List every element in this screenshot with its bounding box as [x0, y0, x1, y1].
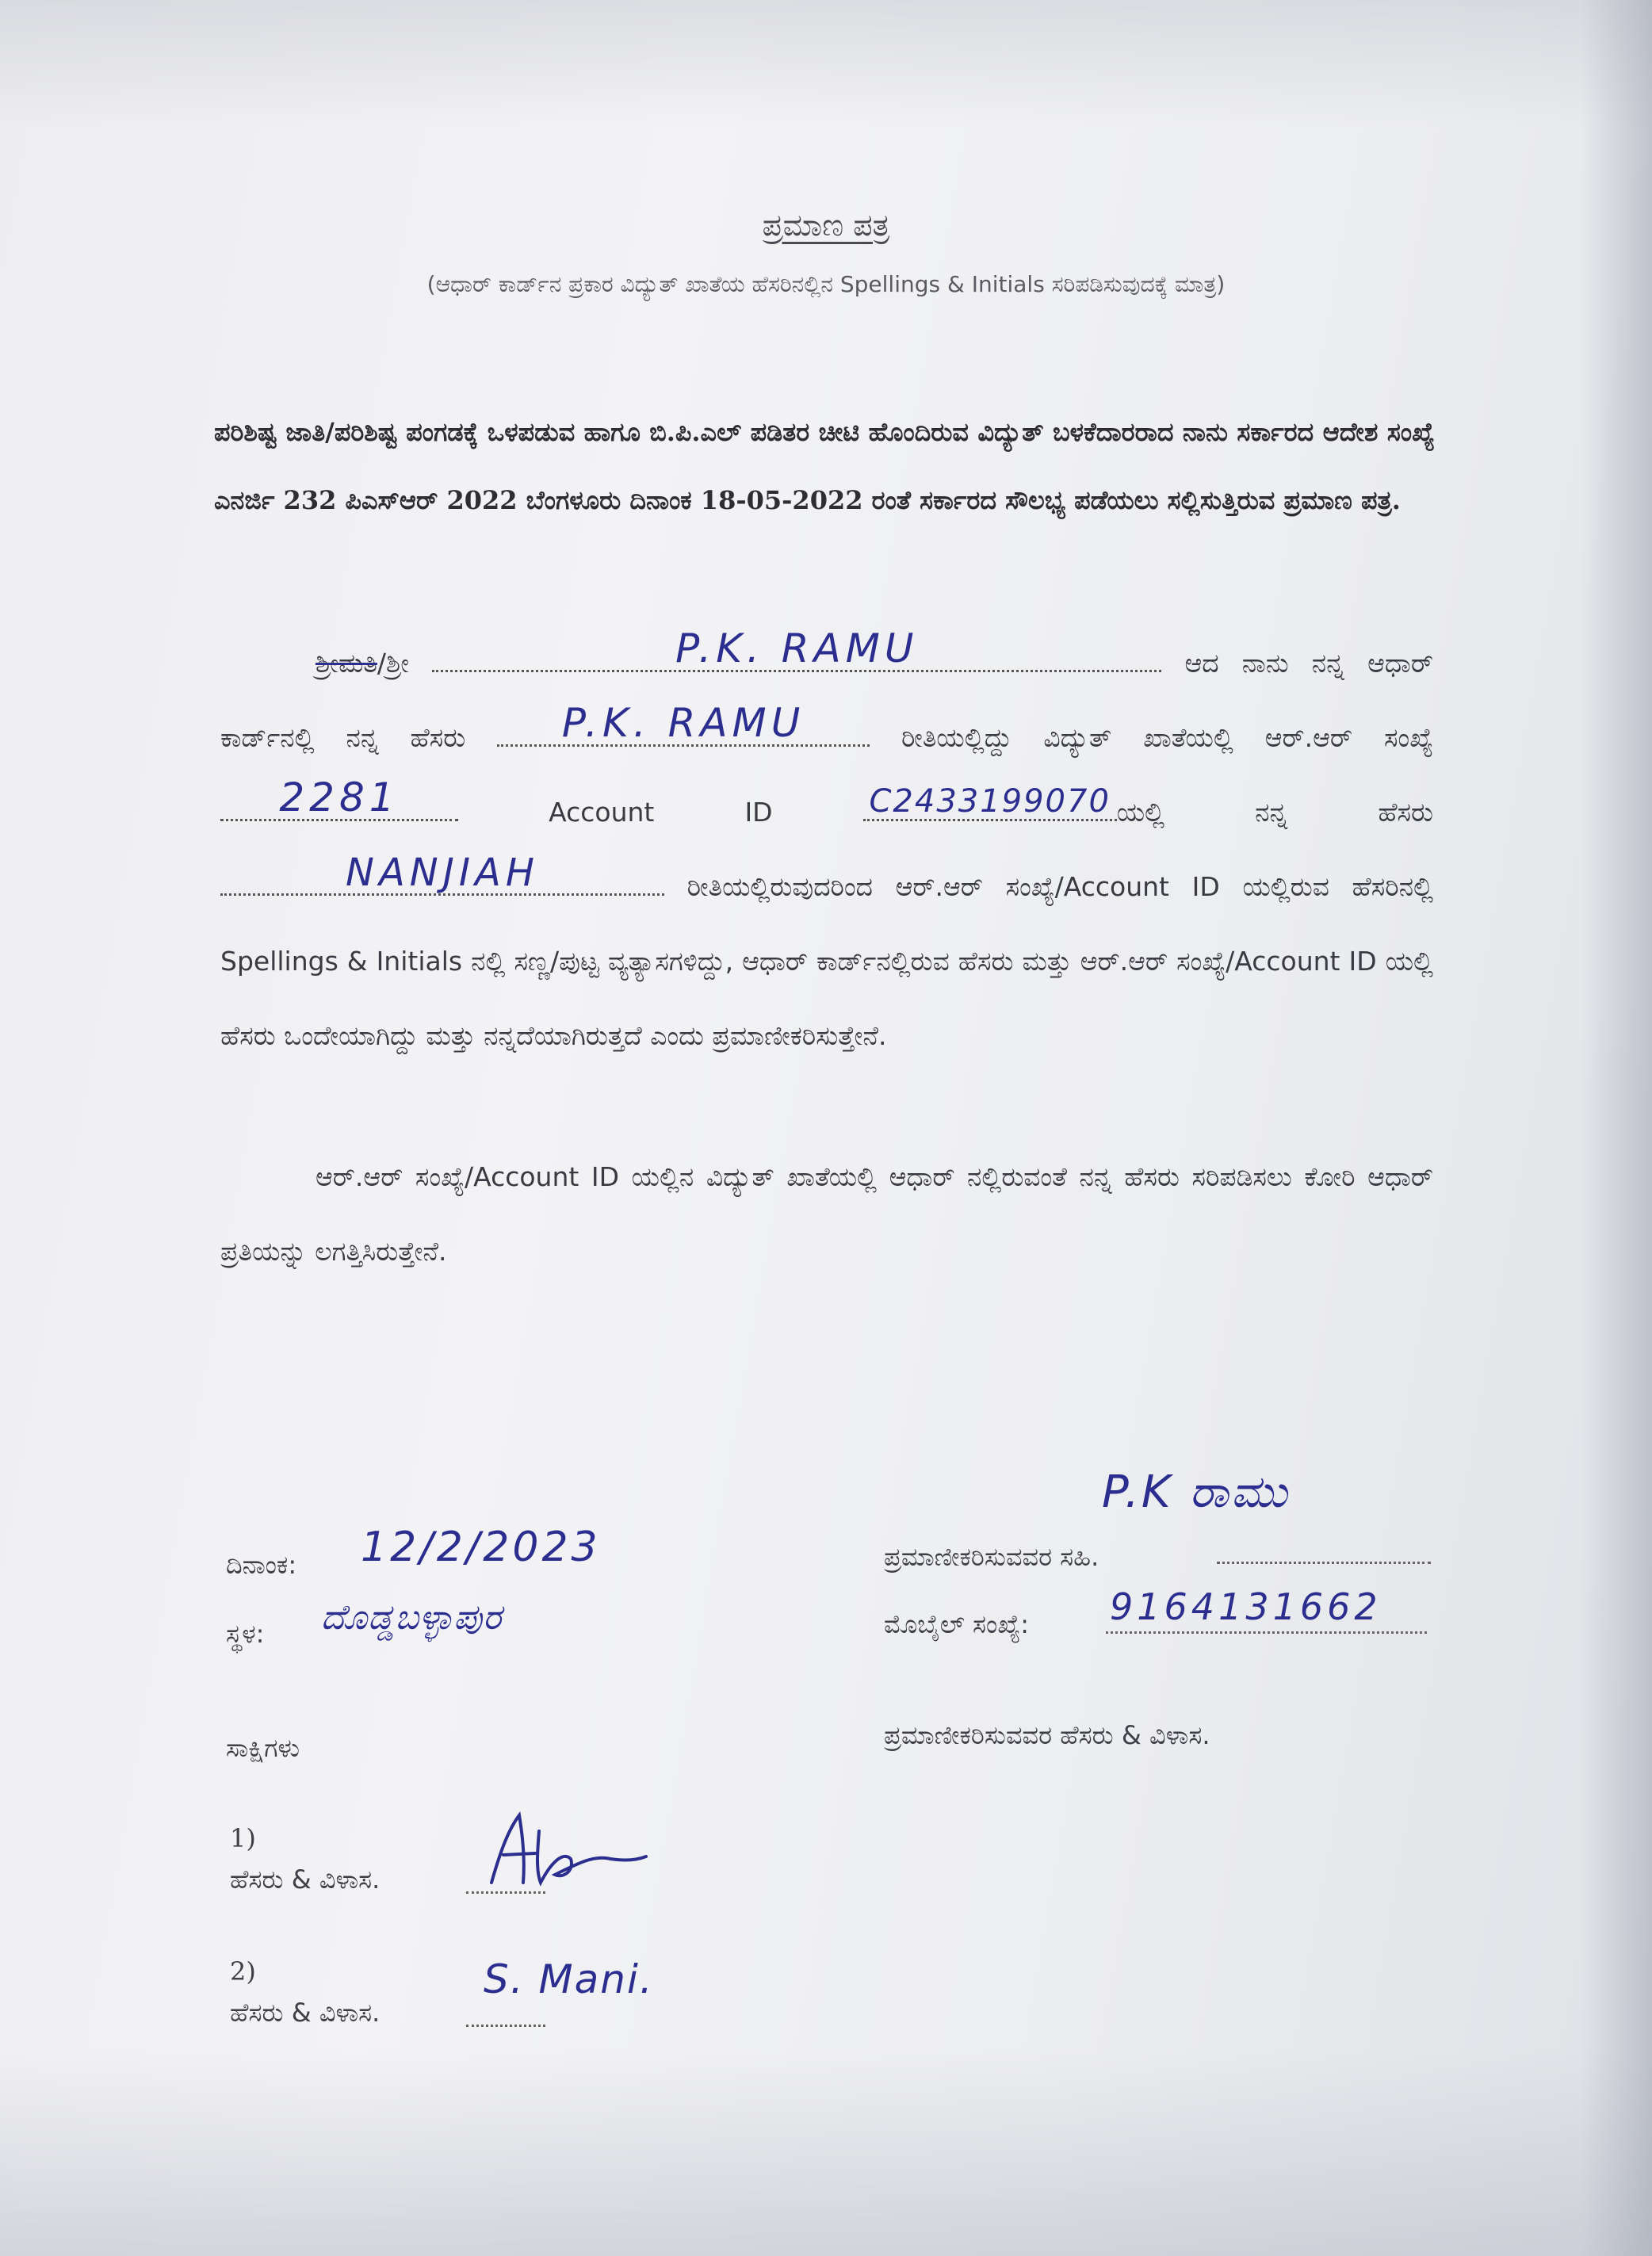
witness-1-signature — [476, 1807, 650, 1895]
date-handwritten: 12/2/2023 — [361, 1524, 601, 1571]
aadhaar-name-handwritten: P.K. RAMU — [561, 700, 805, 746]
document-title: ಪ್ರಮಾಣ ಪತ್ರ — [762, 208, 890, 243]
account-id-label: Account ID — [549, 797, 773, 828]
name-blank[interactable] — [432, 625, 1161, 672]
paper-shadow-right — [1581, 0, 1652, 2256]
witness-2-blank[interactable] — [466, 2023, 545, 2027]
mobile-blank[interactable] — [1106, 1630, 1427, 1634]
intro-paragraph: ಪರಿಶಿಷ್ಟ ಜಾತಿ/ಪರಿಶಿಷ್ಟ ಪಂಗಡಕ್ಕೆ ಒಳಪಡುವ ಹಾಗೂ ಬಿ.ಪಿ.ಎಲ್ ಪಡಿತರ ಚೀಟಿ ಹೊಂದಿರುವ ವಿದ್ಯುತ್ ಬಳಕೆದಾರರಾದ ನಾನು ಸರ್ಕಾರದ ಆದೇಶ ಸಂಖ್ಯೆ ಎನರ್ಜಿ 232 ಪಿಎಸ್‌ಆರ್ 2022 ಬೆಂಗಳೂರು ದಿನಾಂಕ 18-05-2022 ರಂತೆ ಸರ್ಕಾರದ ಸೌಲಭ್ಯ ಪಡೆಯಲು ಸಲ್ಲಿಸುತ್ತಿರುವ ಪ್ರಮಾಣ ಪತ್ರ. — [214, 417, 1435, 515]
request-paragraph: ಆರ್.ಆರ್ ಸಂಖ್ಯೆ/Account ID ಯಲ್ಲಿನ ವಿದ್ಯುತ್ ಖಾತೆಯಲ್ಲಿ ಆಧಾರ್ ನಲ್ಲಿರುವಂತೆ ನನ್ನ ಹೆಸರು ಸರಿಪಡಿಸಲು ಕೋರಿ ಆಧಾರ್ ಪ್ರತಿಯನ್ನು ಲಗತ್ತಿಸಿರುತ್ತೇನೆ. — [220, 1161, 1433, 1267]
paper-shadow-top — [0, 0, 1652, 127]
account-name-blank[interactable] — [220, 851, 664, 896]
para1-text-5: ರೀತಿಯಲ್ಲಿರುವುದರಿಂದ ಆರ್.ಆರ್ ಸಂಖ್ಯೆ/Account ID ಯಲ್ಲಿರುವ ಹೆಸರಿನಲ್ಲಿ Spellings & Initials ನಲ್ಲಿ ಸಣ್ಣ/ಪುಟ್ಟ ವ್ಯತ್ಯಾಸಗಳಿದ್ದು, ಆಧಾರ್ ಕಾರ್ಡ್‌ನಲ್ಲಿರುವ ಹೆಸರು ಮತ್ತು ಆರ್.ಆರ್ ಸಂಖ್ಯೆ/Account ID ಯಲ್ಲಿ ಹೆಸರು ಒಂದೇಯಾಗಿದ್ದು ಮತ್ತು ನನ್ನದೆಯಾಗಿರುತ್ತದೆ ಎಂದು ಪ್ರಮಾಣೀಕರಿಸುತ್ತೇನೆ. — [220, 871, 1433, 1051]
aadhaar-name-blank[interactable] — [497, 700, 870, 747]
place-label: ಸ್ಥಳ: — [226, 1619, 265, 1649]
signature-blank[interactable] — [1217, 1560, 1431, 1564]
witness-2-number: 2) — [230, 1956, 256, 1986]
account-name-handwritten: NANJIAH — [346, 851, 539, 895]
paper-shadow-bottom — [0, 2050, 1652, 2256]
witness-2-signature: S. Mani. — [484, 1956, 654, 2002]
declaration-paragraph — [220, 626, 1433, 1073]
witnesses-heading: ಸಾಕ್ಷಿಗಳು — [226, 1733, 300, 1763]
honorific-rest: /ಶ್ರೀ — [377, 648, 410, 679]
witness-1-label: ಹೆಸರು & ವಿಳಾಸ. — [230, 1864, 380, 1895]
document-subtitle: (ಆಧಾರ್ ಕಾರ್ಡ್‌ನ ಪ್ರಕಾರ ವಿದ್ಯುತ್ ಖಾತೆಯ ಹೆಸರಿನಲ್ಲಿನ Spellings & Initials ಸರಿಪಡಿಸುವುದಕ್ಕೆ ಮಾತ್ರ) — [426, 271, 1226, 297]
para1-text-4: ಯಲ್ಲಿ ನನ್ನ ಹೆಸರು — [1116, 797, 1434, 828]
rr-number-handwritten: 2281 — [279, 774, 400, 820]
date-label: ದಿನಾಂಕ: — [226, 1550, 297, 1580]
honorific-struck: ಶ್ರೀಮತಿ — [315, 648, 377, 679]
name-handwritten: P.K. RAMU — [675, 625, 919, 671]
account-id-blank[interactable] — [863, 783, 1117, 821]
certifier-name-address-label: ಪ್ರಮಾಣೀಕರಿಸುವವರ ಹೆಸರು & ವಿಳಾಸ. — [884, 1720, 1210, 1750]
para1-text-2: ರೀತಿಯಲ್ಲಿದ್ದು ವಿದ್ಯುತ್ ಖಾತೆಯಲ್ಲಿ ಆರ್.ಆರ್ ಸಂಖ್ಯೆ — [901, 722, 1433, 753]
rr-number-blank[interactable] — [220, 774, 458, 821]
witness-2-label: ಹೆಸರು & ವಿಳಾಸ. — [230, 1998, 380, 2028]
place-handwritten: ದೊಡ್ಡಬಳ್ಳಾಪುರ — [321, 1597, 503, 1638]
account-id-handwritten: C2433199070 — [869, 783, 1111, 820]
signature-label: ಪ್ರಮಾಣೀಕರಿಸುವವರ ಸಹಿ. — [884, 1542, 1099, 1572]
mobile-label: ಮೊಬೈಲ್ ಸಂಖ್ಯೆ: — [884, 1609, 1029, 1639]
certifier-signature: P.K ರಾಮು — [1102, 1466, 1290, 1518]
mobile-handwritten: 9164131662 — [1110, 1585, 1382, 1628]
witness-1-number: 1) — [230, 1823, 256, 1853]
para1-text-1: ಆದ ನಾನು ನನ್ನ ಆಧಾರ್ ಕಾರ್ಡ್‌ನಲ್ಲಿ ನನ್ನ ಹೆಸರು — [220, 648, 1433, 753]
